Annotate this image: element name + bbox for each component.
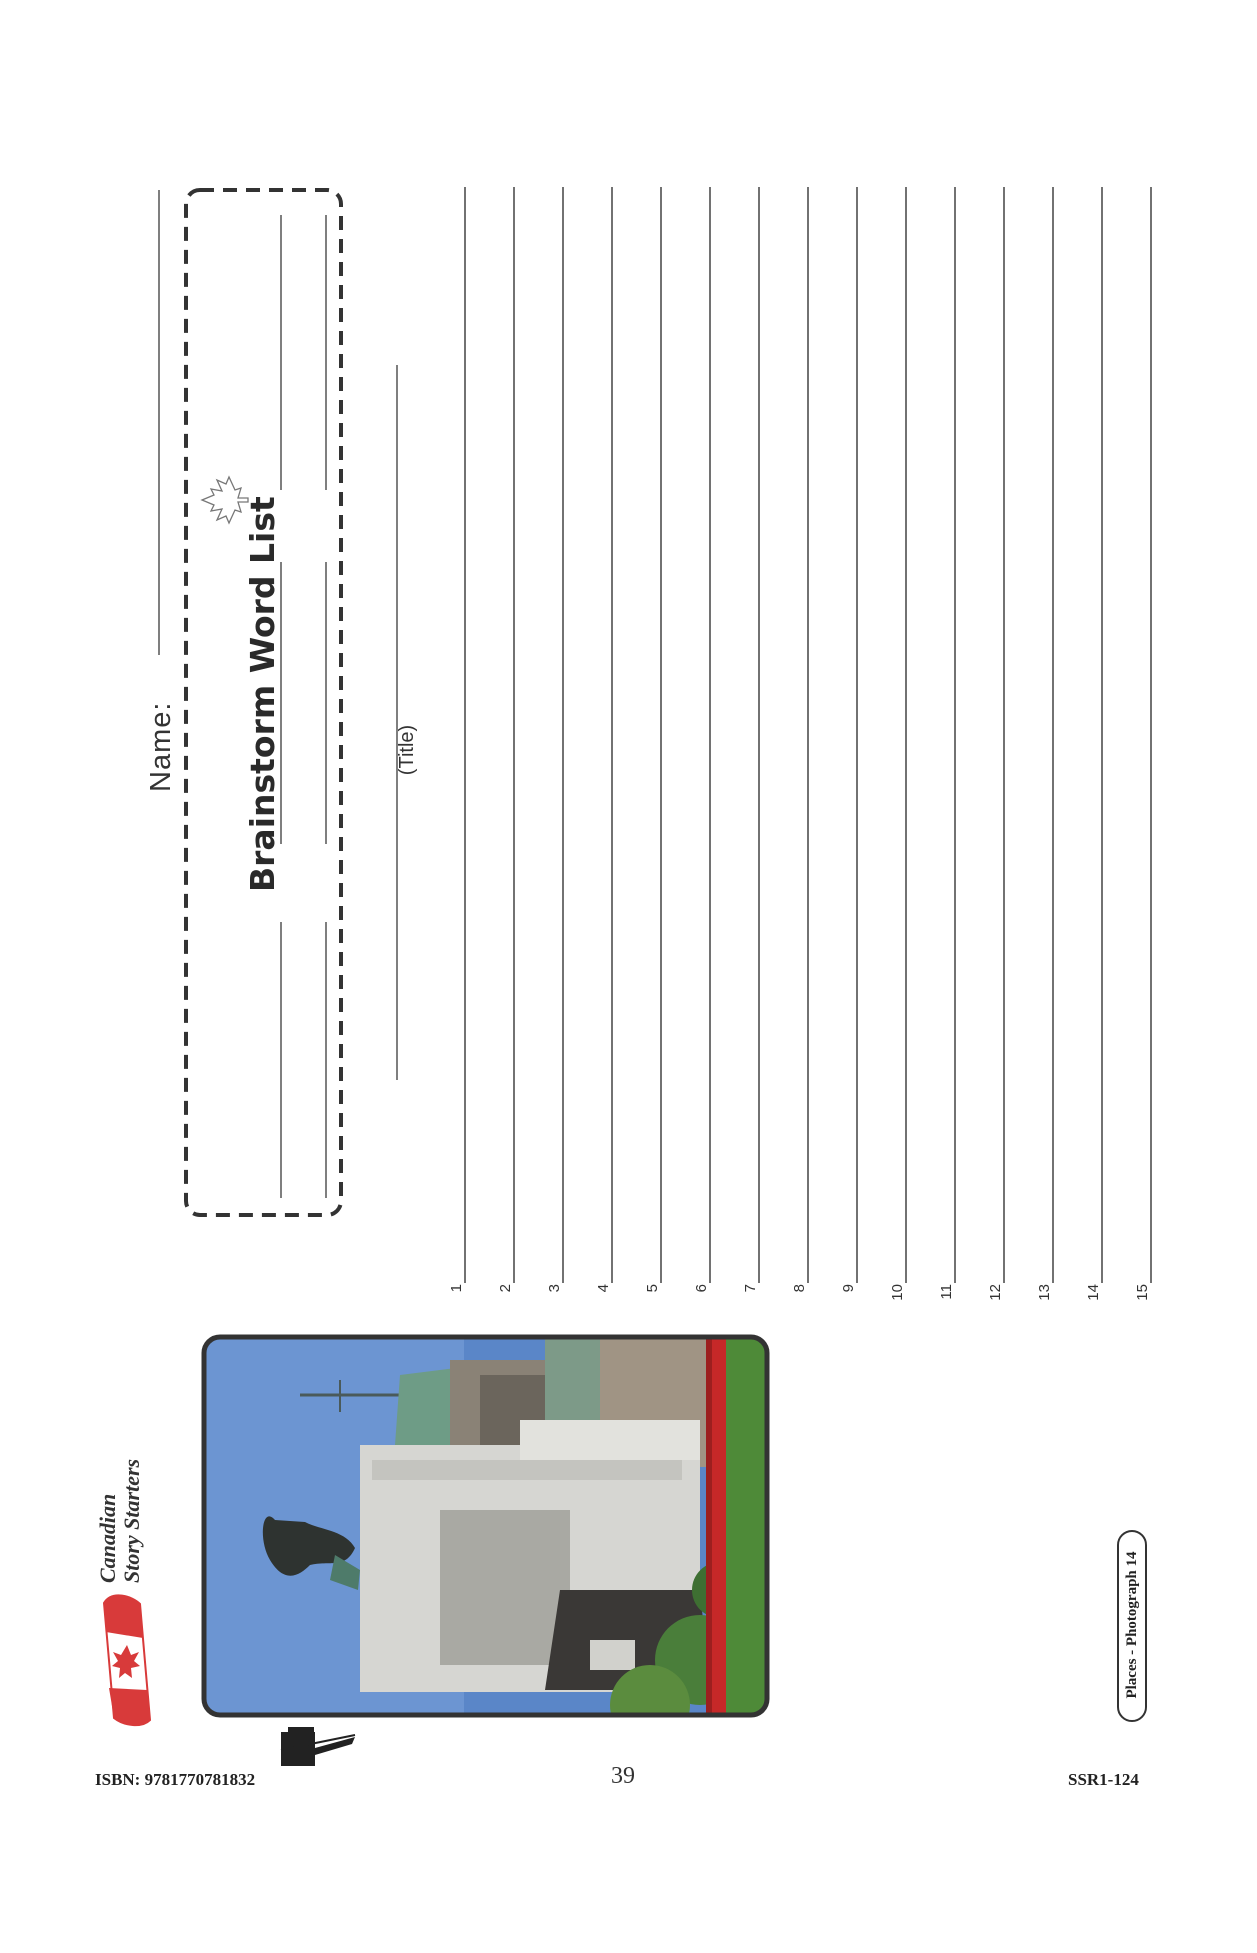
line-number: 15	[1134, 1284, 1151, 1301]
brainstorm-title: Brainstorm Word List	[243, 496, 282, 892]
brand-line-1: Canadian	[95, 1493, 120, 1583]
line-number: 7	[742, 1284, 759, 1293]
name-label: Name:	[145, 701, 177, 792]
line-number: 4	[595, 1284, 612, 1293]
line-number: 6	[693, 1284, 710, 1293]
brand-line-2: Story Starters	[119, 1458, 144, 1583]
line-number: 11	[938, 1284, 955, 1300]
badge-label: Places - Photograph 14	[1124, 1551, 1140, 1699]
photocopy-icon	[281, 1727, 355, 1766]
line-number: 1	[448, 1284, 465, 1293]
title-label: (Title)	[396, 724, 418, 776]
brand-title	[96, 1413, 148, 1583]
page-number: 39	[611, 1763, 635, 1789]
line-number: 8	[791, 1284, 808, 1293]
line-number: 9	[840, 1284, 857, 1293]
line-number: 3	[546, 1284, 563, 1293]
line-number: 13	[1036, 1284, 1053, 1301]
line-number: 5	[644, 1284, 661, 1293]
isbn-text: ISBN: 9781770781832	[95, 1770, 256, 1789]
product-code: SSR1-124	[1068, 1770, 1139, 1789]
line-number: 2	[497, 1284, 514, 1293]
line-number: 14	[1085, 1284, 1102, 1301]
canada-flag-icon	[104, 1595, 150, 1725]
line-number: 10	[889, 1284, 906, 1301]
line-number: 12	[987, 1284, 1004, 1301]
monument-photo	[204, 1337, 767, 1745]
